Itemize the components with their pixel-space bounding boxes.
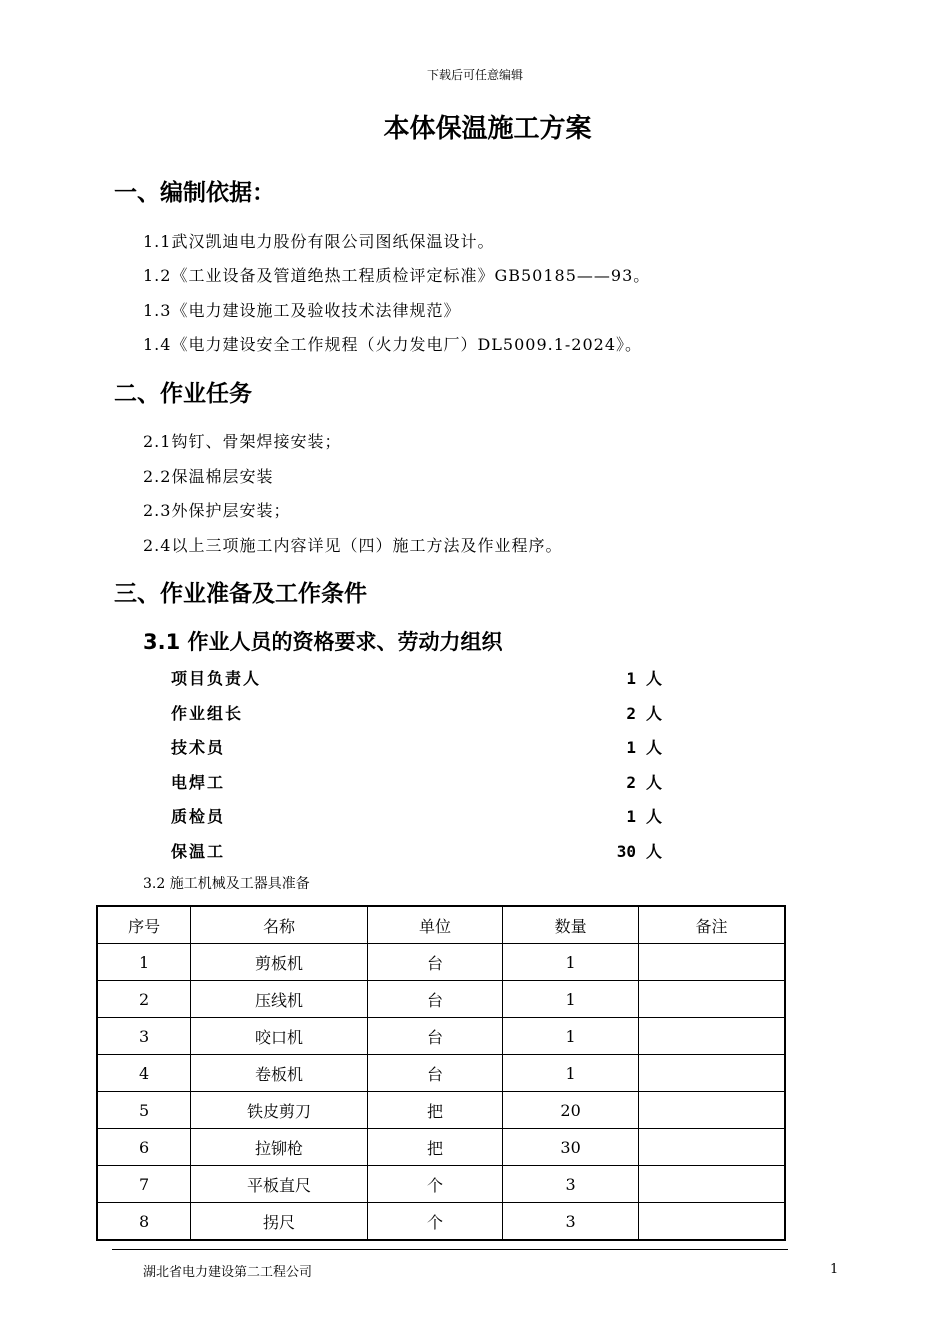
staff-count-unit: 人 bbox=[646, 704, 663, 723]
table-cell: 20 bbox=[503, 1092, 639, 1129]
table-cell: 1 bbox=[97, 944, 191, 981]
basis-item: 1.1武汉凯迪电力股份有限公司图纸保温设计。 bbox=[143, 232, 495, 251]
table-cell bbox=[638, 1055, 785, 1092]
subsection-heading-staff: 3.1 作业人员的资格要求、劳动力组织 bbox=[143, 630, 503, 654]
task-item: 2.3外保护层安装； bbox=[143, 501, 291, 520]
table-cell: 3 bbox=[97, 1018, 191, 1055]
staff-count-value: 2 bbox=[626, 773, 636, 792]
column-header: 名称 bbox=[191, 906, 367, 944]
table-cell: 3 bbox=[503, 1203, 639, 1241]
staff-count-value: 30 bbox=[616, 842, 636, 861]
table-cell bbox=[638, 1166, 785, 1203]
page-number: 1 bbox=[830, 1262, 839, 1277]
staff-role: 电焊工 bbox=[171, 773, 226, 792]
footer-company: 湖北省电力建设第二工程公司 bbox=[143, 1265, 313, 1280]
table-cell: 台 bbox=[367, 1018, 503, 1055]
staff-role: 技术员 bbox=[171, 738, 226, 757]
staff-count-unit: 人 bbox=[646, 807, 663, 826]
staff-role: 质检员 bbox=[171, 807, 226, 826]
staff-count bbox=[610, 666, 670, 689]
staff-count-unit: 人 bbox=[646, 773, 663, 792]
table-cell bbox=[638, 1018, 785, 1055]
table-cell: 4 bbox=[97, 1055, 191, 1092]
document-title: 本体保温施工方案 bbox=[383, 114, 592, 144]
task-item: 2.1钩钉、骨架焊接安装； bbox=[143, 432, 342, 451]
staff-count-value: 1 bbox=[626, 669, 636, 688]
table-cell: 咬口机 bbox=[191, 1018, 367, 1055]
table-cell: 台 bbox=[367, 981, 503, 1018]
table-cell: 平板直尺 bbox=[191, 1166, 367, 1203]
subsection-heading-tools: 3.2 施工机械及工器具准备 bbox=[143, 876, 310, 892]
table-cell: 6 bbox=[97, 1129, 191, 1166]
staff-count bbox=[610, 770, 670, 793]
table-cell bbox=[638, 1092, 785, 1129]
table-cell bbox=[638, 981, 785, 1018]
table-row bbox=[97, 1203, 785, 1241]
table-cell: 台 bbox=[367, 1055, 503, 1092]
section-heading-preparation: 三、作业准备及工作条件 bbox=[114, 581, 367, 607]
column-header: 单位 bbox=[367, 906, 503, 944]
staff-count bbox=[610, 701, 670, 724]
table-cell: 铁皮剪刀 bbox=[191, 1092, 367, 1129]
table-row bbox=[97, 981, 785, 1018]
task-item: 2.2保温棉层安装 bbox=[143, 467, 274, 486]
table-cell: 2 bbox=[97, 981, 191, 1018]
table-row bbox=[97, 944, 785, 981]
table-cell: 压线机 bbox=[191, 981, 367, 1018]
table-cell: 个 bbox=[367, 1203, 503, 1241]
table-row bbox=[97, 1055, 785, 1092]
table-cell bbox=[638, 1203, 785, 1241]
table-row bbox=[97, 1018, 785, 1055]
table-cell: 拐尺 bbox=[191, 1203, 367, 1241]
section-heading-tasks: 二、作业任务 bbox=[114, 381, 252, 407]
staff-count-unit: 人 bbox=[646, 669, 663, 688]
section-heading-basis: 一、编制依据： bbox=[114, 180, 275, 206]
staff-count-unit: 人 bbox=[646, 842, 663, 861]
table-cell: 5 bbox=[97, 1092, 191, 1129]
table-cell: 台 bbox=[367, 944, 503, 981]
table-cell: 1 bbox=[503, 981, 639, 1018]
table-cell: 3 bbox=[503, 1166, 639, 1203]
tools-table bbox=[96, 905, 786, 1241]
table-row bbox=[97, 1129, 785, 1166]
column-header: 序号 bbox=[97, 906, 191, 944]
table-cell: 1 bbox=[503, 1018, 639, 1055]
table-cell: 卷板机 bbox=[191, 1055, 367, 1092]
staff-role: 项目负责人 bbox=[171, 669, 262, 688]
staff-count-value: 1 bbox=[626, 807, 636, 826]
basis-item: 1.2《工业设备及管道绝热工程质检评定标准》GB50185——93。 bbox=[143, 266, 651, 285]
staff-count bbox=[610, 804, 670, 827]
basis-item: 1.4《电力建设安全工作规程（火力发电厂）DL5009.1-2024》。 bbox=[143, 335, 643, 354]
table-row bbox=[97, 1092, 785, 1129]
table-cell: 7 bbox=[97, 1166, 191, 1203]
footer-divider bbox=[112, 1249, 788, 1250]
table-cell: 1 bbox=[503, 944, 639, 981]
table-cell: 30 bbox=[503, 1129, 639, 1166]
table-row bbox=[97, 1166, 785, 1203]
staff-count bbox=[610, 735, 670, 758]
staff-count-value: 1 bbox=[626, 738, 636, 757]
basis-item: 1.3《电力建设施工及验收技术法律规范》 bbox=[143, 301, 461, 320]
table-cell: 8 bbox=[97, 1203, 191, 1241]
table-cell bbox=[638, 944, 785, 981]
column-header: 备注 bbox=[638, 906, 785, 944]
staff-count bbox=[610, 839, 670, 862]
staff-count-unit: 人 bbox=[646, 738, 663, 757]
table-cell: 把 bbox=[367, 1092, 503, 1129]
table-cell: 把 bbox=[367, 1129, 503, 1166]
table-cell: 拉铆枪 bbox=[191, 1129, 367, 1166]
table-cell: 剪板机 bbox=[191, 944, 367, 981]
staff-role: 作业组长 bbox=[171, 704, 244, 723]
staff-role: 保温工 bbox=[171, 842, 226, 861]
task-item: 2.4以上三项施工内容详见（四）施工方法及作业程序。 bbox=[143, 536, 563, 555]
column-header: 数量 bbox=[503, 906, 639, 944]
table-cell bbox=[638, 1129, 785, 1166]
table-header-row bbox=[97, 906, 785, 944]
table-cell: 1 bbox=[503, 1055, 639, 1092]
table-cell: 个 bbox=[367, 1166, 503, 1203]
header-note: 下载后可任意编辑 bbox=[426, 68, 523, 82]
staff-count-value: 2 bbox=[626, 704, 636, 723]
